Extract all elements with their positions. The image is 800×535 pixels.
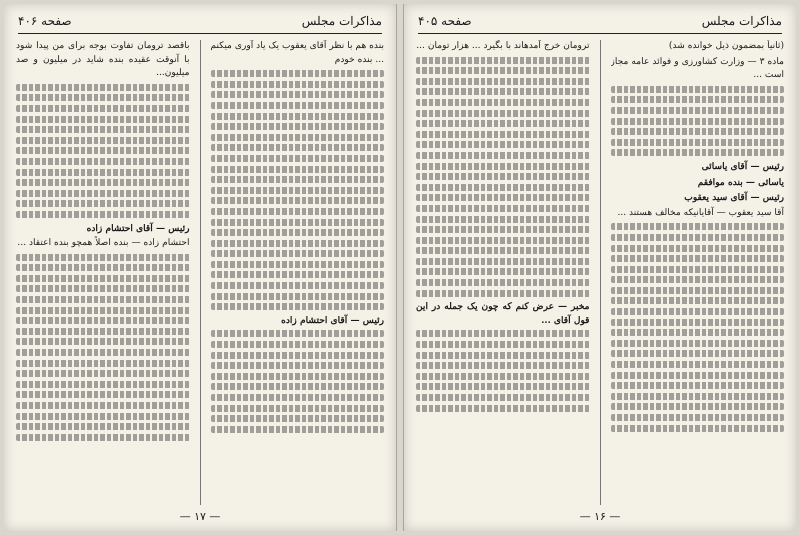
page-header bbox=[418, 12, 782, 30]
header-page-number: صفحه ۴۰۶ bbox=[18, 14, 72, 28]
speaker-line: رئیس — آقای احتشام زاده bbox=[86, 222, 190, 234]
header-rule bbox=[418, 33, 782, 34]
paragraph: (ثانیاً بمضمون ذیل خوانده شد) bbox=[668, 41, 784, 51]
column-left bbox=[16, 40, 190, 505]
speaker-line: مخبر — عرض کنم که چون یک جمله در این قول آقای ... bbox=[416, 301, 590, 326]
header-title: مذاکرات مجلس bbox=[701, 14, 782, 28]
page-footer: — ۱۷ — bbox=[179, 510, 221, 523]
column-divider bbox=[200, 40, 201, 505]
book-spread bbox=[4, 4, 796, 531]
page-header bbox=[18, 12, 382, 30]
column-left bbox=[416, 40, 590, 505]
header-page-number: صفحه ۴۰۵ bbox=[418, 14, 472, 28]
paragraph: ترومان خرج آمدهاند با بگیرد ... هزار تومان ... bbox=[416, 41, 590, 51]
paragraph: آقا سید یعقوب — آقایانیکه مخالف هستند ... bbox=[617, 207, 784, 218]
text-columns bbox=[416, 40, 784, 505]
speaker-line: یاسائی — بنده موافقم bbox=[697, 176, 784, 188]
page-footer: — ۱۶ — bbox=[579, 510, 621, 523]
paragraph: بنده هم با نظر آقای یعقوب یک یاد آوری میکنم ... بنده خودم bbox=[210, 41, 384, 65]
column-right bbox=[611, 40, 785, 505]
header-rule bbox=[18, 33, 382, 34]
speaker-line: رئیس — آقای یاسائی bbox=[701, 160, 784, 172]
paragraph: ماده ۳ — وزارت کشاورزی و فوائد عامه مجاز است ... bbox=[610, 56, 784, 81]
text-columns bbox=[16, 40, 384, 505]
page-405 bbox=[403, 4, 796, 531]
page-406 bbox=[4, 4, 397, 531]
speaker-line: رئیس — آقای سید یعقوب bbox=[684, 192, 784, 204]
paragraph: احتشام زاده — بنده اصلاً همچو بنده اعتقاد ... bbox=[17, 238, 190, 249]
column-right bbox=[211, 40, 385, 505]
column-divider bbox=[600, 40, 601, 505]
header-title: مذاکرات مجلس bbox=[301, 14, 382, 28]
paragraph: باقصد ترومان تفاوت بوجه برای من پیدا شود با آنوقت عقیده بنده شاید در میلیون و صد میلیون... bbox=[16, 41, 190, 79]
speaker-line: رئیس — آقای احتشام زاده bbox=[281, 314, 384, 326]
